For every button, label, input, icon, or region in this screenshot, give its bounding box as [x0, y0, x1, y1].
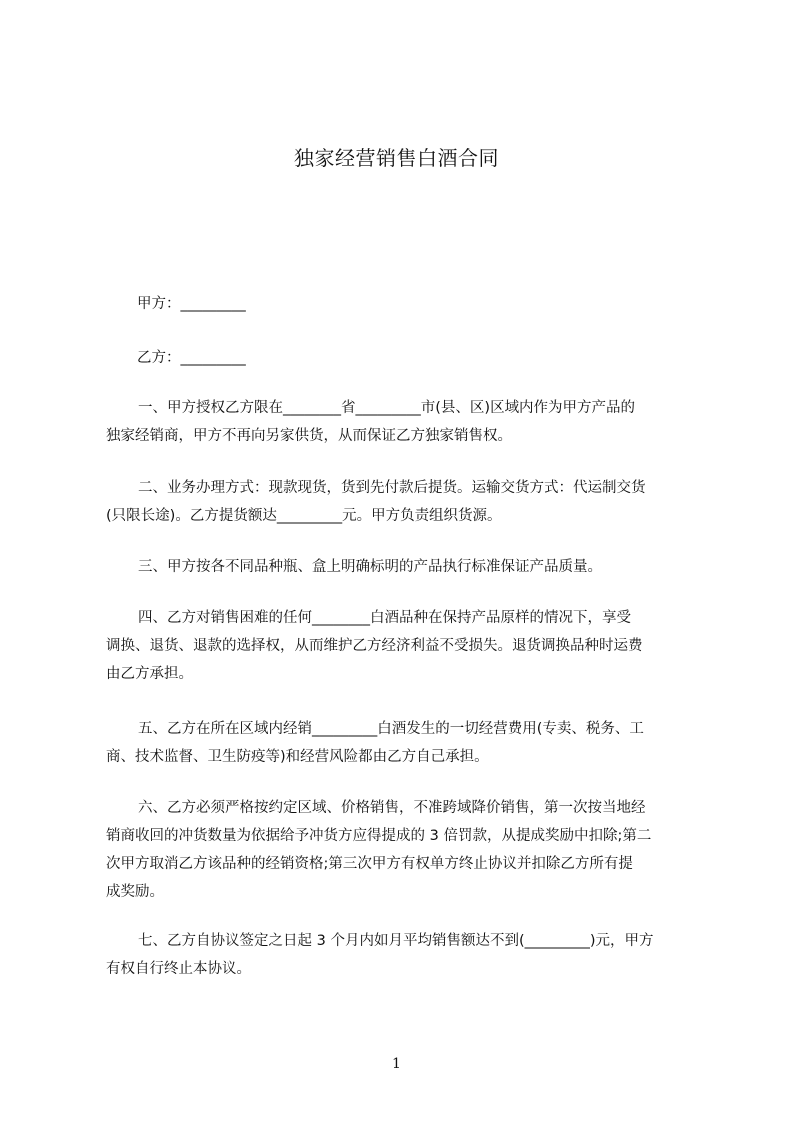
clause-4-line-2: 调换、退货、退款的选择权，从而维护乙方经济利益不受损失。退货调换品种时运费 [106, 638, 643, 654]
clause-6 [106, 794, 702, 906]
clause-5-line-1: 五、乙方在所在区域内经销_________白酒发生的一切经营费用(专卖、税务、工 [138, 721, 644, 737]
clause-6-line-3: 次甲方取消乙方该品种的经销资格;第三次甲方有权单方终止协议并扣除乙方所有提 [106, 856, 633, 872]
clause-1-line-2: 独家经销商，甲方不再向另家供货，从而保证乙方独家销售权。 [106, 428, 512, 444]
party-a-line: 甲方：_________ [137, 296, 246, 312]
clause-3 [106, 553, 702, 581]
clause-1 [106, 394, 702, 450]
clause-4-line-1: 四、乙方对销售困难的任何________白酒品种在保持产品原样的情况下，享受 [138, 610, 631, 626]
clause-7-line-1: 七、乙方自协议签定之日起 3 个月内如月平均销售额达不到(_________)元，甲方 [138, 933, 654, 949]
clause-4-line-3: 由乙方承担。 [106, 666, 193, 682]
clause-4 [106, 604, 702, 688]
page-number: 1 [392, 1056, 401, 1072]
clause-6-line-2: 销商收回的冲货数量为依据给予冲货方应得提成的 3 倍罚款，从提成奖励中扣除;第二 [106, 828, 652, 844]
clause-2 [106, 474, 702, 530]
clause-6-line-1: 六、乙方必须严格按约定区域、价格销售，不准跨域降价销售，第一次按当地经 [138, 800, 646, 816]
clause-1-line-1: 一、甲方授权乙方限在________省_________市(县、区)区域内作为甲方产品的 [138, 400, 636, 416]
clause-7-line-2: 有权自行终止本协议。 [106, 961, 251, 977]
document-title: 独家经营销售白酒合同 [294, 146, 499, 170]
clause-5-line-2: 商、技术监督、卫生防疫等)和经营风险都由乙方自己承担。 [106, 749, 489, 765]
clause-2-line-1: 二、业务办理方式：现款现货，货到先付款后提货。运输交货方式：代运制交货 [138, 480, 646, 496]
clause-7 [106, 927, 702, 983]
clause-3-line-1: 三、甲方按各不同品种瓶、盒上明确标明的产品执行标准保证产品质量。 [138, 559, 602, 575]
party-b-line: 乙方：_________ [137, 350, 246, 366]
clause-6-line-4: 成奖励。 [106, 884, 164, 900]
clause-5 [106, 715, 702, 771]
clause-2-line-2: (只限长途)。乙方提货额达_________元。甲方负责组织货源。 [106, 508, 502, 524]
